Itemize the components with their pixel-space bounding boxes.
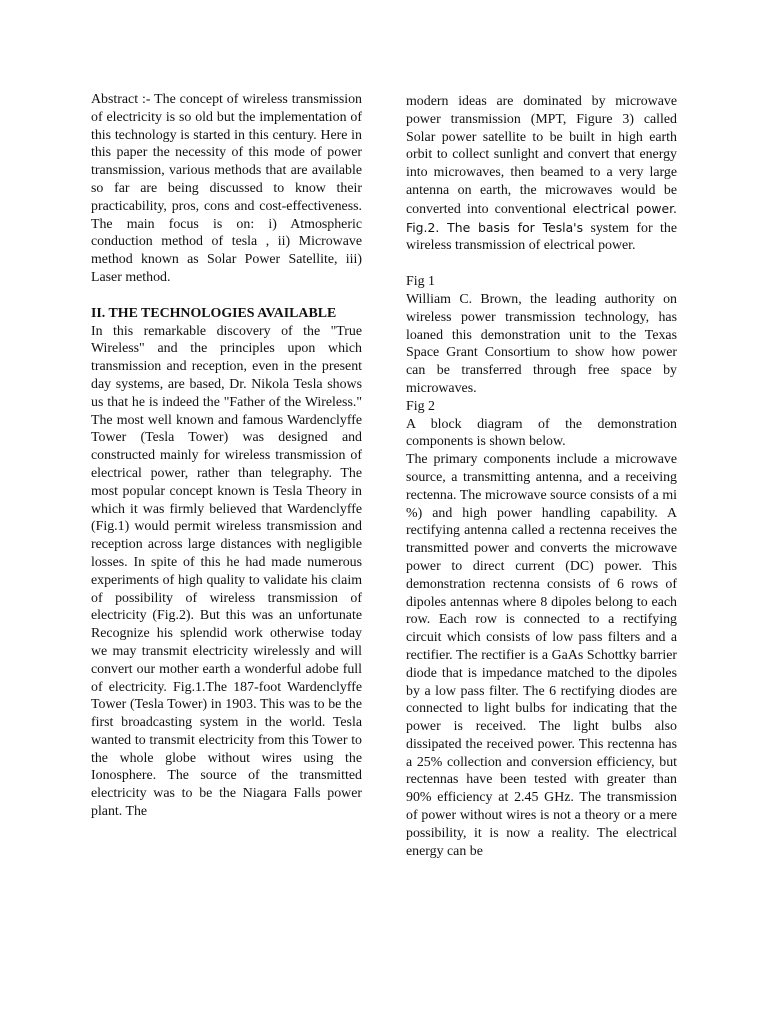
fig2-caption-paragraph: A block diagram of the demonstration components is shown below.: [406, 416, 677, 450]
section-heading: II. THE TECHNOLOGIES AVAILABLE: [91, 305, 337, 321]
abstract-paragraph: Abstract :- The concept of wireless transmission of electricity is so old but the implementation of this technology is started in this century. Here in this paper the necessity of this mode of power transmission, various methods that are available so far are being discussed to know their practicability, pros, cons and cost-effectiveness. The main focus is on: i) Atmospheric conduction method of tesla , ii) Microwave method known as Solar Power Satellite, iii) Laser method.: [91, 92, 362, 285]
mpt-text-tail: system for the wireless transmission of electrical power.: [406, 220, 677, 254]
fig2-label: Fig 2: [406, 398, 435, 414]
mpt-text-serif: modern ideas are dominated by microwave power transmission (MPT, Figure 3) called Solar power satellite to be built in high earth orbit to collect sunlight and convert that energy into microwaves, then beamed to a very large antenna on earth, the microwaves would be converted into conventional: [406, 94, 677, 217]
rectenna-body-paragraph: The primary components include a microwave source, a transmitting antenna, and a receiving rectenna. The microwave source consists of a mi %) and high power handling capability. A rectifying antenna called a rectenna receives the transmitted power and converts the microwave power to direct current (DC) power. This demonstration rectenna consists of 6 rows of dipoles antennas where 8 dipoles belong to each row. Each row is connected to a rectifying circuit which consists of low pass filters and a rectifier. The rectifier is a GaAs Schottky barrier diode that is impedance matched to the dipoles by a low pass filter. The 6 rectifying diodes are connected to light bulbs for indicating that the power is received. The light bulbs also dissipated the received power. This rectenna has a 25% collection and conversion efficiency, but rectennas have been tested with greater than 90% efficiency at 2.45 GHz. The transmission of power without wires is not a theory or a mere possibility, it is now a reality. The electrical energy can be: [406, 452, 677, 859]
left-column: [91, 91, 362, 821]
paragraph-gap: [91, 287, 362, 305]
fig1-caption-paragraph: William C. Brown, the leading authority on wireless power transmission technology, has loaned this demonstration unit to the Texas Space Grant Consortium to show how power can be transferred through free space by microwaves.: [406, 291, 677, 396]
right-column: [406, 93, 677, 860]
mpt-paragraph: [406, 93, 677, 255]
technologies-body-paragraph: In this remarkable discovery of the "True Wireless" and the principles upon which transmission and reception, even in the present day systems, are based, Dr. Nikola Tesla shows us that he is indeed the "Father of the Wireless." The most well known and famous Wardenclyffe Tower (Tesla Tower) was designed and constructed mainly for wireless transmission of electrical power, rather than telegraphy. The most popular concept known is Tesla Theory in which it was firmly believed that Wardenclyffe (Fig.1) would permit wireless transmission and reception across large distances with negligible losses. In spite of this he had made numerous experiments of high quality to validate his claim of possibility of wireless transmission of electricity (Fig.2). But this was an unfortunate Recognize his splendid work otherwise today we may transmit electricity wirelessly and will convert our mother earth a wonderful adobe full of electricity. Fig.1.The 187-foot Wardenclyffe Tower (Tesla Tower) in 1903. This was to be the first broadcasting system in the world. Tesla wanted to transmit electricity from this Tower to the whole globe without wires using the Ionosphere. The source of the transmitted electricity was to be the Niagara Falls power plant. The: [91, 323, 362, 820]
paragraph-gap: [406, 255, 677, 273]
mpt-text-sans: electrical power. Fig.2. The basis for Tesla's: [406, 200, 677, 235]
fig1-label: Fig 1: [406, 274, 435, 290]
